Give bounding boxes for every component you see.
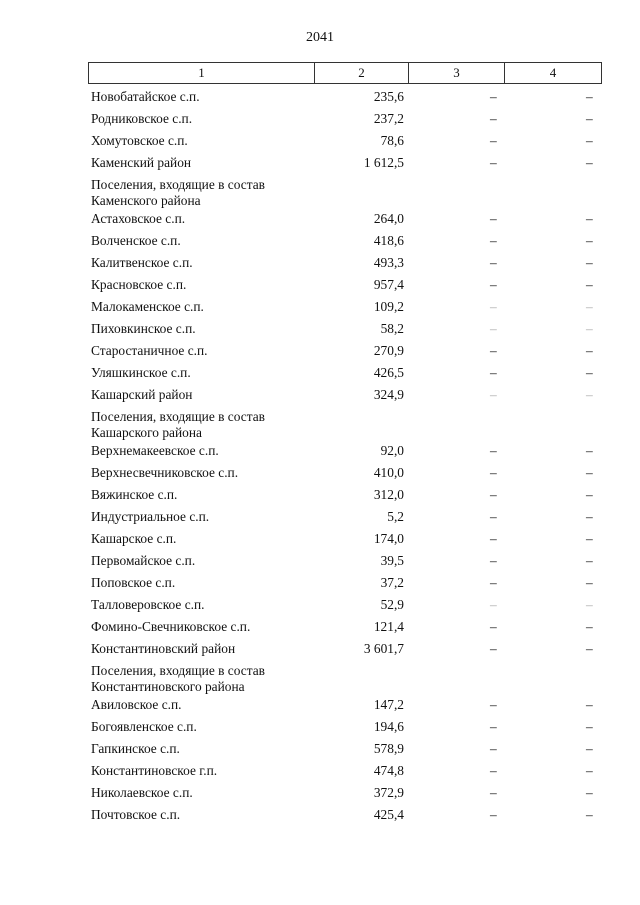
table-row xyxy=(0,596,640,618)
dash-cell-col4: – xyxy=(586,807,593,822)
dash-cell-col4: – xyxy=(586,155,593,170)
settlement-name: Верхнесвечниковское с.п. xyxy=(91,465,239,480)
dash-cell-col3: – xyxy=(490,763,497,778)
dash-cell-col4: – xyxy=(586,343,593,358)
table-body xyxy=(0,88,640,828)
value-cell: 426,5 xyxy=(373,365,404,380)
value-cell: 578,9 xyxy=(373,741,404,756)
group-heading: Поселения, входящие в состав Кашарского района xyxy=(91,409,265,440)
settlement-name: Красновское с.п. xyxy=(91,277,187,292)
dash-cell-col3: – xyxy=(490,465,497,480)
group-heading-row xyxy=(0,176,640,210)
settlement-name: Константиновское г.п. xyxy=(91,763,218,778)
table-row xyxy=(0,574,640,596)
table-row xyxy=(0,254,640,276)
dash-cell-col4: – xyxy=(586,785,593,800)
dash-cell-col4: – xyxy=(586,741,593,756)
value-cell: 194,6 xyxy=(373,719,404,734)
table-row xyxy=(0,552,640,574)
settlement-name: Талловеровское с.п. xyxy=(91,597,205,612)
table-row xyxy=(0,320,640,342)
value-cell: 425,4 xyxy=(373,807,404,822)
table-row xyxy=(0,740,640,762)
settlement-name: Малокаменское с.п. xyxy=(91,299,204,314)
settlement-name: Кашарский район xyxy=(91,387,193,402)
value-cell: 147,2 xyxy=(373,697,404,712)
header-col-4: 4 xyxy=(549,65,557,80)
settlement-name: Гапкинское с.п. xyxy=(91,741,180,756)
group-heading-row xyxy=(0,662,640,696)
dash-cell-col4: – xyxy=(586,321,593,336)
settlement-name: Фомино-Свечниковское с.п. xyxy=(91,619,251,634)
table-header xyxy=(88,62,602,84)
dash-cell-col3: – xyxy=(490,443,497,458)
dash-cell-col4: – xyxy=(586,619,593,634)
settlement-name: Поповское с.п. xyxy=(91,575,176,590)
dash-cell-col4: – xyxy=(586,255,593,270)
table-row xyxy=(0,110,640,132)
dash-cell-col3: – xyxy=(490,321,497,336)
value-cell: 37,2 xyxy=(380,575,404,590)
value-cell: 474,8 xyxy=(373,763,404,778)
dash-cell-col3: – xyxy=(490,719,497,734)
dash-cell-col4: – xyxy=(586,299,593,314)
value-cell: 410,0 xyxy=(373,465,404,480)
table-row xyxy=(0,784,640,806)
dash-cell-col4: – xyxy=(586,211,593,226)
table-row xyxy=(0,342,640,364)
settlement-name: Астаховское с.п. xyxy=(91,211,186,226)
settlement-name: Верхнемакеевское с.п. xyxy=(91,443,219,458)
value-cell: 324,9 xyxy=(373,387,404,402)
header-col-3: 3 xyxy=(409,63,505,83)
value-cell: 109,2 xyxy=(373,299,404,314)
settlement-name: Родниковское с.п. xyxy=(91,111,193,126)
table-row xyxy=(0,232,640,254)
dash-cell-col3: – xyxy=(490,531,497,546)
settlement-name: Авиловское с.п. xyxy=(91,697,182,712)
dash-cell-col4: – xyxy=(586,575,593,590)
dash-cell-col3: – xyxy=(490,697,497,712)
dash-cell-col4: – xyxy=(586,719,593,734)
value-cell: 270,9 xyxy=(373,343,404,358)
dash-cell-col4: – xyxy=(586,509,593,524)
dash-cell-col3: – xyxy=(490,553,497,568)
settlement-name: Новобатайское с.п. xyxy=(91,89,200,104)
value-cell: 312,0 xyxy=(373,487,404,502)
table-row xyxy=(0,154,640,176)
settlement-name: Волченское с.п. xyxy=(91,233,181,248)
table-row xyxy=(0,718,640,740)
table-row xyxy=(0,132,640,154)
value-cell: 92,0 xyxy=(380,443,404,458)
settlement-name: Калитвенское с.п. xyxy=(91,255,193,270)
dash-cell-col4: – xyxy=(586,133,593,148)
settlement-name: Богоявленское с.п. xyxy=(91,719,197,734)
table-row xyxy=(0,530,640,552)
table-row xyxy=(0,486,640,508)
page-number: 2041 xyxy=(306,30,334,45)
table-row xyxy=(0,386,640,408)
dash-cell-col4: – xyxy=(586,697,593,712)
value-cell: 237,2 xyxy=(373,111,404,126)
table-row xyxy=(0,806,640,828)
dash-cell-col3: – xyxy=(490,365,497,380)
value-cell: 39,5 xyxy=(380,553,404,568)
dash-cell-col4: – xyxy=(586,89,593,104)
dash-cell-col4: – xyxy=(586,531,593,546)
value-cell: 372,9 xyxy=(373,785,404,800)
dash-cell-col3: – xyxy=(490,255,497,270)
dash-cell-col4: – xyxy=(586,111,593,126)
value-cell: 1 612,5 xyxy=(363,155,404,170)
table-row xyxy=(0,640,640,662)
table-row xyxy=(0,364,640,386)
value-cell: 52,9 xyxy=(380,597,404,612)
value-cell: 121,4 xyxy=(373,619,404,634)
dash-cell-col3: – xyxy=(490,741,497,756)
dash-cell-col3: – xyxy=(490,343,497,358)
value-cell: 493,3 xyxy=(373,255,404,270)
dash-cell-col3: – xyxy=(490,785,497,800)
dash-cell-col3: – xyxy=(490,597,497,612)
settlement-name: Старостаничное с.п. xyxy=(91,343,208,358)
value-cell: 78,6 xyxy=(380,133,404,148)
value-cell: 174,0 xyxy=(373,531,404,546)
table-row xyxy=(0,276,640,298)
value-cell: 58,2 xyxy=(380,321,404,336)
dash-cell-col3: – xyxy=(490,641,497,656)
dash-cell-col4: – xyxy=(586,553,593,568)
dash-cell-col3: – xyxy=(490,277,497,292)
dash-cell-col4: – xyxy=(586,387,593,402)
value-cell: 418,6 xyxy=(373,233,404,248)
group-heading: Поселения, входящие в состав Константиновского района xyxy=(91,663,265,694)
dash-cell-col3: – xyxy=(490,89,497,104)
table-row xyxy=(0,618,640,640)
dash-cell-col4: – xyxy=(586,597,593,612)
table-row xyxy=(0,762,640,784)
table-row xyxy=(0,210,640,232)
header-col-2: 2 xyxy=(315,63,409,83)
table-row xyxy=(0,298,640,320)
dash-cell-col3: – xyxy=(490,133,497,148)
dash-cell-col3: – xyxy=(490,111,497,126)
table-row xyxy=(0,508,640,530)
dash-cell-col4: – xyxy=(586,365,593,380)
settlement-name: Почтовское с.п. xyxy=(91,807,181,822)
dash-cell-col4: – xyxy=(586,277,593,292)
dash-cell-col4: – xyxy=(586,763,593,778)
settlement-name: Первомайское с.п. xyxy=(91,553,196,568)
settlement-name: Уляшкинское с.п. xyxy=(91,365,191,380)
group-heading-row xyxy=(0,408,640,442)
value-cell: 957,4 xyxy=(373,277,404,292)
dash-cell-col3: – xyxy=(490,387,497,402)
dash-cell-col3: – xyxy=(490,619,497,634)
dash-cell-col3: – xyxy=(490,575,497,590)
table-row xyxy=(0,696,640,718)
settlement-name: Хомутовское с.п. xyxy=(91,133,188,148)
table-row xyxy=(0,88,640,110)
settlement-name: Вяжинское с.п. xyxy=(91,487,178,502)
dash-cell-col4: – xyxy=(586,443,593,458)
settlement-name: Кашарское с.п. xyxy=(91,531,177,546)
value-cell: 235,6 xyxy=(373,89,404,104)
dash-cell-col4: – xyxy=(586,487,593,502)
settlement-name: Пиховкинское с.п. xyxy=(91,321,196,336)
value-cell: 5,2 xyxy=(387,509,404,524)
settlement-name: Каменский район xyxy=(91,155,192,170)
dash-cell-col4: – xyxy=(586,233,593,248)
settlement-name: Индустриальное с.п. xyxy=(91,509,210,524)
dash-cell-col3: – xyxy=(490,211,497,226)
settlement-name: Константиновский район xyxy=(91,641,236,656)
header-col-1: 1 xyxy=(89,63,315,83)
dash-cell-col3: – xyxy=(490,487,497,502)
dash-cell-col4: – xyxy=(586,641,593,656)
dash-cell-col3: – xyxy=(490,509,497,524)
table-row xyxy=(0,464,640,486)
settlement-name: Николаевское с.п. xyxy=(91,785,193,800)
dash-cell-col4: – xyxy=(586,465,593,480)
dash-cell-col3: – xyxy=(490,155,497,170)
dash-cell-col3: – xyxy=(490,299,497,314)
value-cell: 3 601,7 xyxy=(363,641,404,656)
group-heading: Поселения, входящие в состав Каменского района xyxy=(91,177,265,208)
dash-cell-col3: – xyxy=(490,233,497,248)
value-cell: 264,0 xyxy=(373,211,404,226)
dash-cell-col3: – xyxy=(490,807,497,822)
table-row xyxy=(0,442,640,464)
